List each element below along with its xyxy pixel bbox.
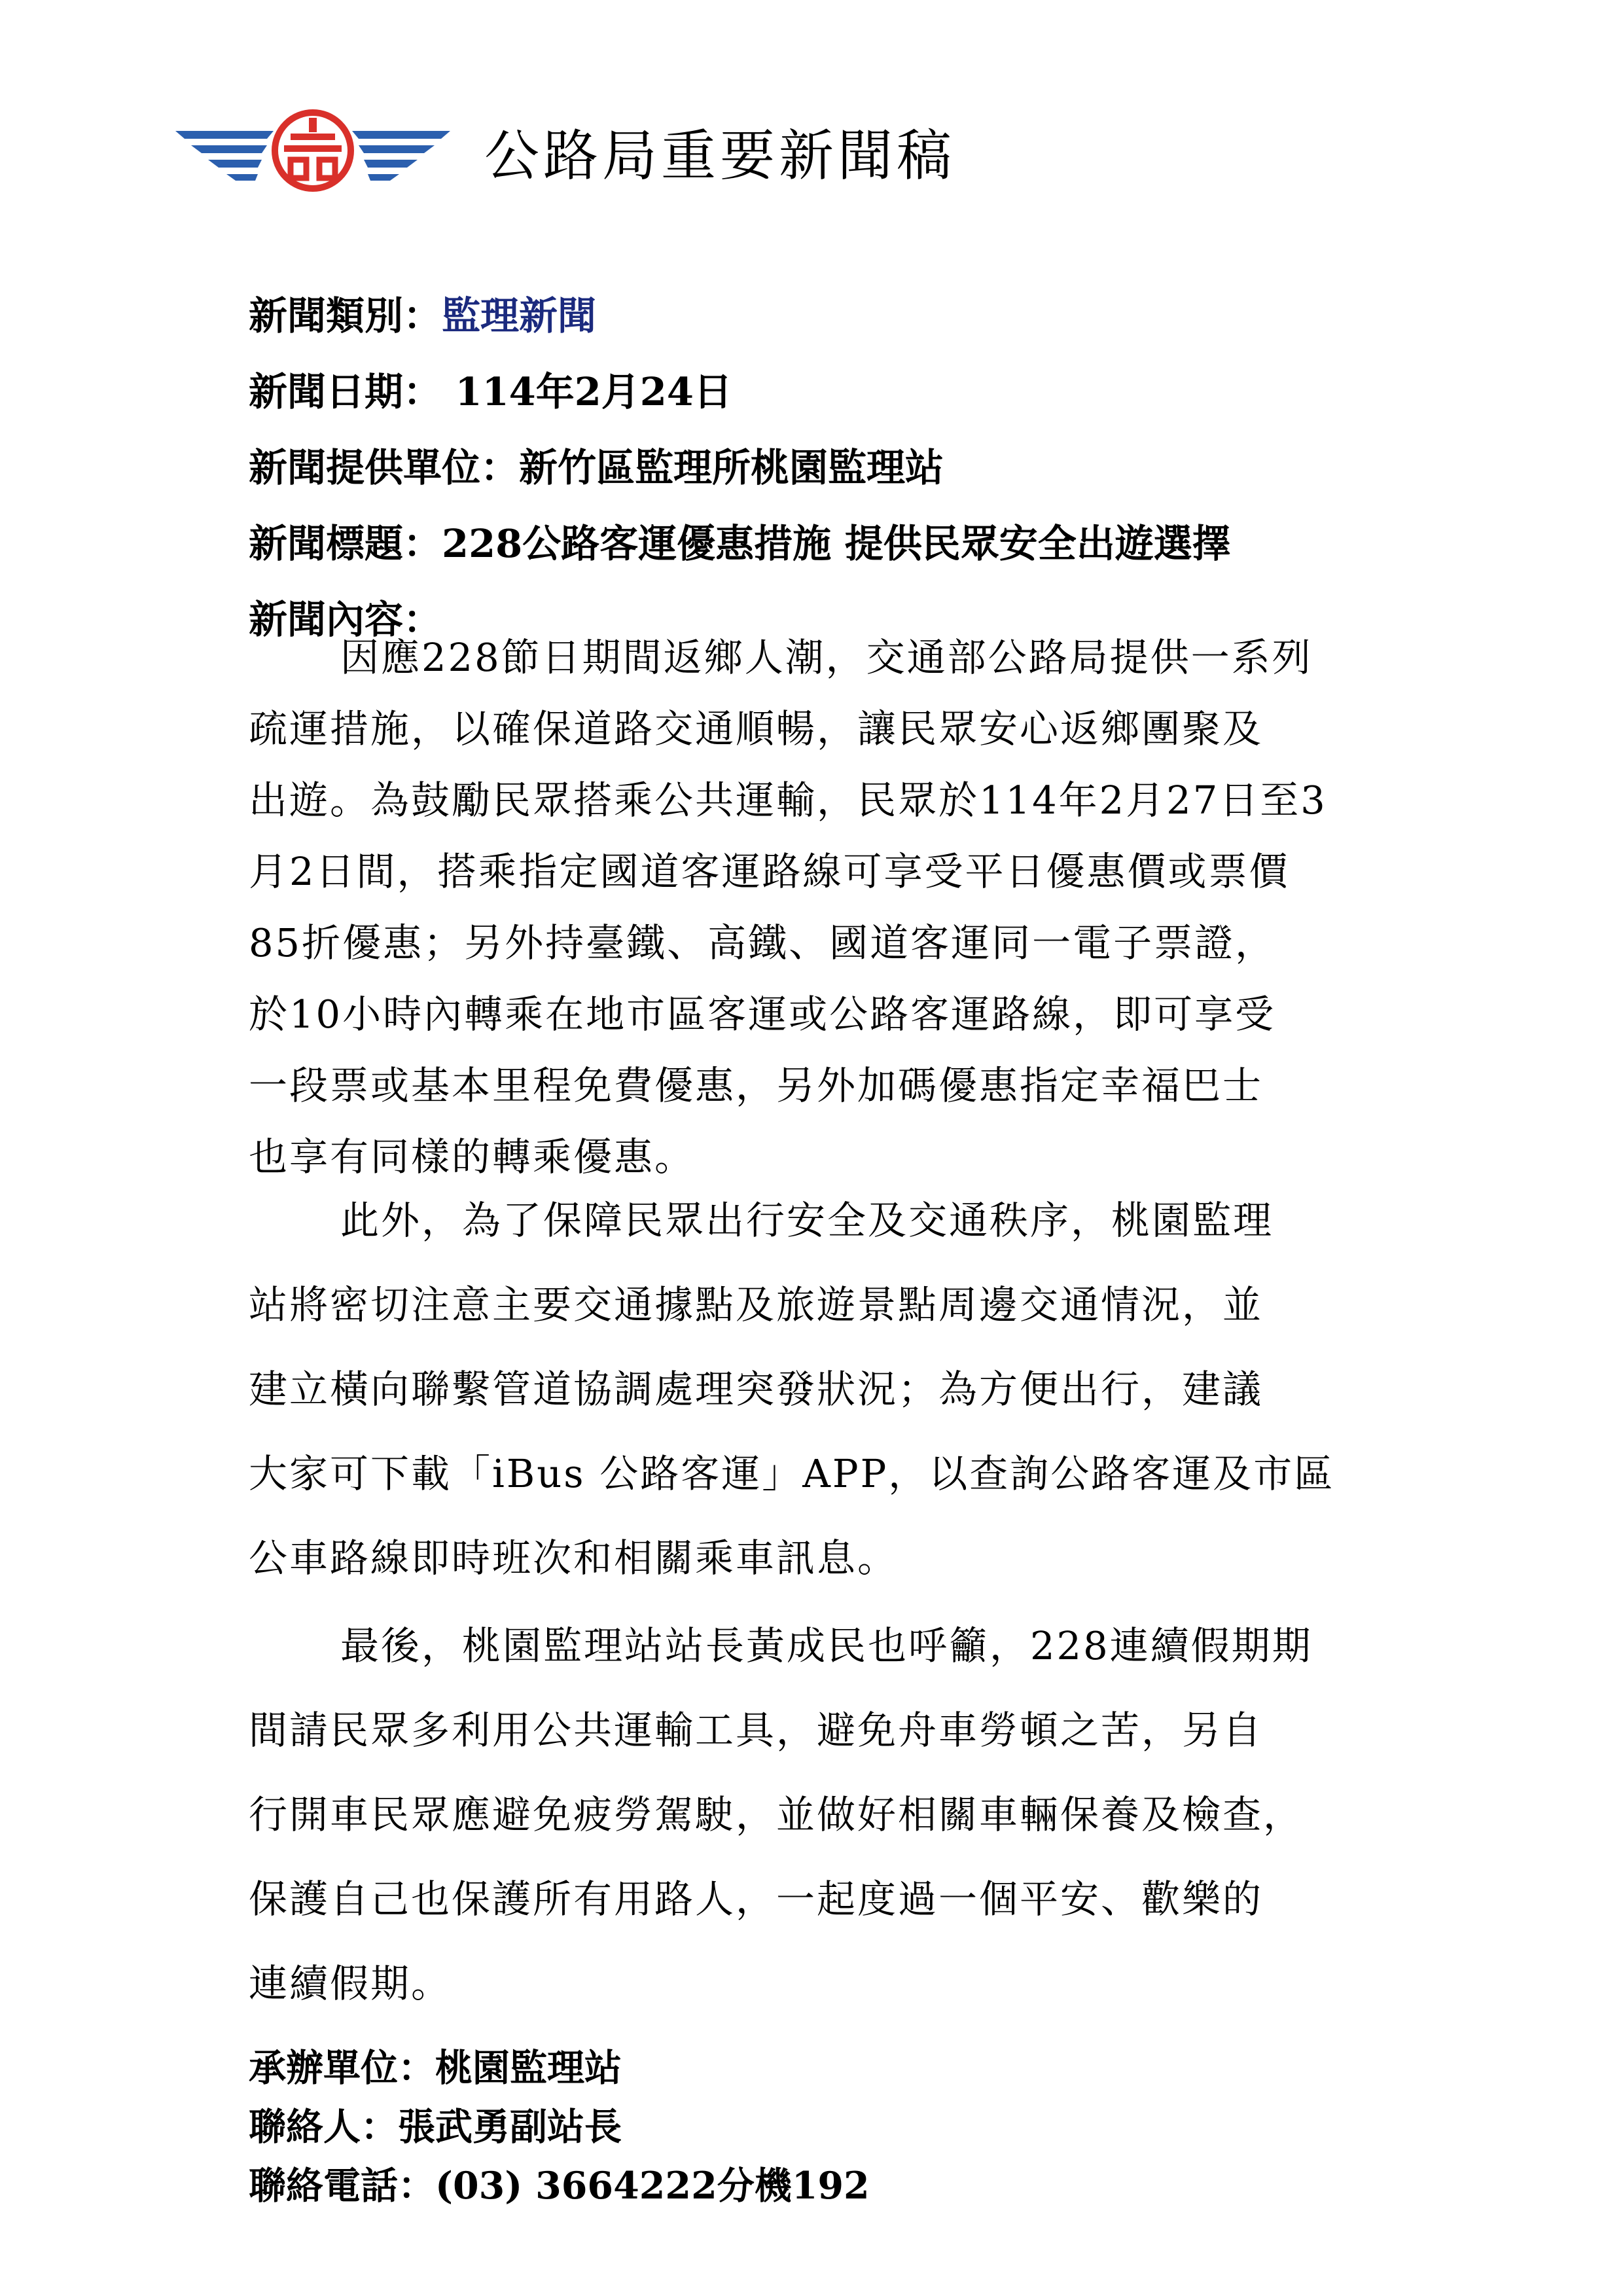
news-category-label: 新聞類別：: [249, 293, 442, 338]
news-headline-label: 新聞標題：: [249, 521, 442, 566]
paragraph-line: 疏運措施，以確保道路交通順暢，讓民眾安心返鄉團聚及: [249, 706, 1264, 751]
paragraph-line: 也享有同樣的轉乘優惠。: [249, 1134, 696, 1179]
news-headline-row: [249, 506, 1414, 582]
contact-footer: [249, 2039, 1414, 2215]
highway-bureau-logo-icon: [175, 105, 450, 196]
news-unit-label: 新聞提供單位：: [249, 445, 520, 490]
news-headline-value: 228公路客運優惠措施 提供民眾安全出遊選擇: [442, 521, 1231, 566]
news-date-label: 新聞日期：: [249, 369, 442, 414]
news-content-label: 新聞內容：: [249, 597, 442, 642]
contact-person: 聯絡人：張武勇副站長: [249, 2105, 622, 2149]
paragraph-line: 85折優惠；另外持臺鐵、高鐵、國道客運同一電子票證，: [249, 920, 1276, 965]
paragraph-line: 建立橫向聯繫管道協調處理突發狀況；為方便出行，建議: [249, 1367, 1264, 1412]
paragraph-3: [249, 1604, 1400, 2026]
paragraph-line: 於10小時內轉乘在地市區客運或公路客運路線，即可享受: [249, 992, 1276, 1037]
paragraph-2: [249, 1178, 1400, 1600]
contact-phone: 聯絡電話：(03) 3664222分機192: [249, 2164, 870, 2208]
paragraph-line: 最後，桃園監理站站長黃成民也呼籲，228連續假期期: [340, 1623, 1313, 1668]
paragraph-line: 保護自己也保護所有用路人，一起度過一個平安、歡樂的: [249, 1876, 1264, 1922]
paragraph-line: 出遊。為鼓勵民眾搭乘公共運輸，民眾於114年2月27日至3: [249, 778, 1327, 823]
paragraph-line: 一段票或基本里程免費優惠，另外加碼優惠指定幸福巴士: [249, 1063, 1264, 1108]
news-date-value: 114年2月24日: [442, 369, 732, 414]
news-unit-row: [249, 430, 1414, 506]
news-category-row: [249, 278, 1414, 354]
paragraph-line: 間請民眾多利用公共運輸工具，避免舟車勞頓之苦，另自: [249, 1708, 1264, 1753]
news-meta: [249, 278, 1414, 658]
paragraph-line: 公車路線即時班次和相關乘車訊息。: [249, 1535, 899, 1581]
paragraph-line: 大家可下載「iBus 公路客運」APP，以查詢公路客運及市區: [249, 1451, 1335, 1496]
paragraph-line: 站將密切注意主要交通據點及旅遊景點周邊交通情況，並: [249, 1282, 1264, 1327]
paragraph-line: 連續假期。: [249, 1961, 452, 2006]
news-unit-value: 新竹區監理所桃園監理站: [519, 445, 944, 490]
news-category-value: 監理新聞: [442, 293, 597, 338]
paragraph-line: 此外，為了保障民眾出行安全及交通秩序，桃園監理: [340, 1198, 1274, 1243]
handling-office: 承辦單位：桃園監理站: [249, 2046, 622, 2090]
news-date-row: [249, 354, 1414, 430]
paragraph-1: [249, 622, 1400, 1193]
paragraph-line: 月2日間，搭乘指定國道客運路線可享受平日優惠價或票價: [249, 849, 1290, 894]
document-title: 公路局重要新聞稿: [484, 124, 956, 188]
paragraph-line: 行開車民眾應避免疲勞駕駛，並做好相關車輛保養及檢查，: [249, 1792, 1304, 1837]
paragraph-line: 因應228節日期間返鄉人潮，交通部公路局提供一系列: [340, 635, 1313, 680]
